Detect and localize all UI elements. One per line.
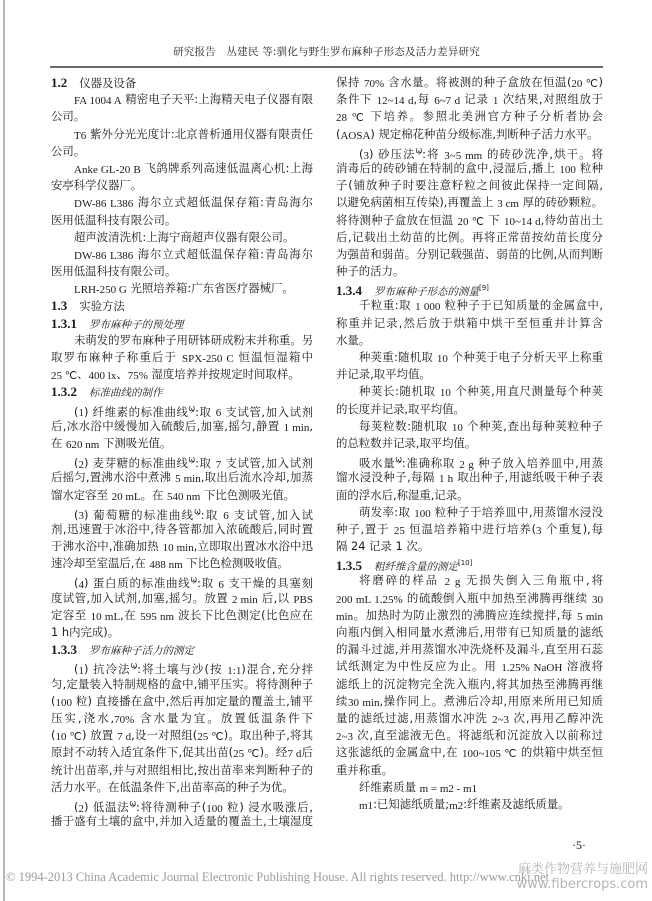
text-line: 未萌发的罗布麻种子用研钵研成粉末并称重。另: [74, 332, 314, 347]
text-line: 原封不动转入适宜条件下,促其出苗(25 ℃)。经7 d后: [51, 745, 313, 761]
text-line: 统计出苗率,并与对照组相比,按出苗率来判断种子的: [51, 762, 313, 777]
text-line: 公司。: [51, 143, 86, 158]
text-line: 后,冰水浴中缓慢加入硫酸后,加塞,摇匀,静置 1 min,: [51, 418, 313, 434]
text-line: 公司。: [51, 109, 86, 124]
text-line: 消毒后的砖砂铺在特制的盒中,浸湿后,播上 100 粒种: [336, 160, 603, 176]
text-line: 医用低温科技有限公司。: [51, 264, 177, 279]
text-line: 的长度并记录,取平均值。: [336, 401, 465, 416]
text-line: 超声波清洗机:上海宁商超声仪器有限公司。: [74, 229, 295, 244]
section-heading: [51, 315, 313, 332]
text-line: 隔 24 记录 1 次。: [336, 539, 430, 554]
text-line: 馏水定容至 20 mL。在 540 nm 下比色测吸光值。: [51, 487, 296, 503]
text-line: 滤纸上的沉淀物完全洗入瓶内,将其加热至沸腾再继: [336, 676, 603, 691]
section-number: 1.3.3: [51, 642, 77, 658]
section-number: 1.3.1: [51, 315, 77, 331]
section-title: 标准曲线的制作: [89, 387, 163, 400]
text-line: 种荚长:随机取 10 个种荚,用直尺测量每个种荚: [359, 384, 603, 400]
section-title: 仪器及设备: [79, 76, 137, 90]
text-line: 200 mL 1.25% 的硫酸倒入瓶中加热至沸腾再继续 30: [336, 590, 603, 606]
section-title: 实验方法: [79, 299, 125, 314]
text-line: 种荚重:随机取 10 个种荚于电子分析天平上称重: [359, 350, 604, 365]
text-line: 以避免病菌相互传染),再覆盖上 3 cm 厚的砖砂颗粒。: [336, 195, 604, 211]
text-line: 将磨碎的样品 2 g 无损失倒入三角瓶中,将: [359, 573, 604, 589]
text-line: 安亭科学仪器厂。: [51, 178, 143, 193]
watermark: [510, 862, 648, 892]
text-line: (2) 低温法$^Ϣ$:将待测种子(100 粒) 浸水吸涨后,: [74, 799, 313, 815]
text-line: 并记录,取平均值。: [336, 367, 431, 382]
section-heading: [336, 555, 603, 572]
text-line: (2) 麦芽糖的标准曲线$^Ϣ$:取 7 支试管,加入试剂: [74, 455, 313, 471]
text-line: min。加热时为防止激烈的沸腾应连续搅拌,每 5 min: [336, 607, 603, 623]
text-line: 试纸测定为中性反应为止。用 1.25% NaOH 溶液将: [336, 659, 603, 675]
text-line: 在 620 nm 下测吸光值。: [51, 435, 172, 451]
text-line: 种子的活力。: [336, 264, 405, 279]
section-heading: [51, 297, 313, 314]
page-edge: [3, 0, 5, 901]
text-line: Anke GL-20 B 飞鸽牌系列高速低温离心机:上海: [74, 160, 313, 176]
text-line: 水量。: [336, 332, 371, 347]
text-line: 条件下 12~14 d,每 6~7 d 记录 1 次结果,对照组放于: [336, 92, 604, 108]
text-line: 剂,迅速置于冰浴中,待各管都加入浓硫酸后,同时置: [51, 521, 313, 536]
text-line: LRH-250 G 光照培养箱:广东省医疗器械厂。: [74, 281, 294, 297]
text-line: 度试管,加入试剂,加塞,摇匀。放置 2 min 后,以 PBS: [51, 590, 313, 606]
text-line: 萌发率:取 100 粒种子于培养皿中,用蒸馏水浸没: [359, 504, 603, 520]
text-line: (3) 砂压法$^Ϣ$:将 3~5 mm 的砖砂洗净,烘干。将: [359, 146, 603, 162]
copyright-footer: © 1994-2013 China Academic Journal Electronic Publishing House. All rights reserved. http://www.cnki.net: [6, 870, 549, 884]
text-line: m1:已知滤纸质量;m2:纤维素及滤纸质量。: [359, 796, 570, 812]
section-heading: [336, 280, 603, 297]
text-line: (4) 蛋白质的标准曲线$^Ϣ$:取 6 支干燥的具塞刻: [74, 576, 313, 592]
text-line: 的漏斗过滤,并用蒸馏水冲洗烧杯及漏斗,直至用石蕊: [336, 642, 603, 657]
section-heading: [51, 74, 313, 91]
text-line: 续30 min,操作同上。煮沸后冷却,用原来所用已知质: [336, 693, 603, 709]
right-column: [336, 74, 603, 813]
text-line: DW-86 L386 海尔立式超低温保存箱:青岛海尔: [74, 195, 313, 211]
text-line: 面的浮水后,称湿重,记录。: [336, 487, 469, 502]
watermark-line2: www.fibercrops.com: [516, 877, 648, 892]
header-rule: [50, 66, 603, 68]
text-line: 纤维素质量 m = m2 - m1: [359, 779, 478, 795]
text-line: FA 1004 A 精密电子天平:上海精天电子仪器有限: [74, 92, 313, 108]
text-line: T6 紫外分光光度计:北京普析通用仪器有限责任: [74, 126, 313, 142]
section-heading: [51, 383, 313, 400]
text-line: 2~3 次,直至滤液无色。将滤纸和沉淀放入以前称过: [336, 728, 603, 744]
section-number: 1.2: [51, 75, 68, 90]
text-line: 馏水浸没种子,每隔 1 h 取出种子,用滤纸吸干种子表: [336, 470, 604, 486]
text-line: (AOSA) 规定棉花种苗分级标准,判断种子活力水平。: [336, 126, 599, 142]
citation-ref: [10]: [458, 559, 473, 568]
text-line: 的总粒数并记录,取平均值。: [336, 435, 477, 450]
text-line: 播于盛有土壤的盒中,并加入适量的覆盖土,土壤湿度: [51, 814, 313, 829]
text-line: 定容至 10 mL,在 595 nm 波长下比色测定(比色应在: [51, 607, 313, 623]
text-line: 取罗布麻种子称重后于 SPX-250 C 恒温恒湿箱中: [51, 350, 313, 365]
text-line: 压实,浇水,70% 含水量为宜。放置低温条件下: [51, 710, 313, 726]
text-line: (1) 抗冷法$^Ϣ$:将土壤与沙(按 1:1)混合,充分拌: [74, 662, 313, 678]
text-line: 每荚粒数:随机取 10 个种荚,查出每种荚粒种子: [359, 418, 603, 434]
text-line: 称重并记录,然后放于烘箱中烘干至恒重并计算含: [336, 315, 603, 330]
section-title: 罗布麻种子的预处理: [89, 318, 184, 331]
text-line: 医用低温科技有限公司。: [51, 212, 177, 227]
text-line: (1) 纤维素的标准曲线$^Ϣ$:取 6 支试管,加入试剂: [74, 404, 313, 420]
running-header: 研究报告 丛建民 等:驯化与野生罗布麻种子形态及活力差异研究: [173, 46, 480, 58]
text-line: 后,记载出土幼苗的比例。再将正常苗按幼苗长度分: [336, 229, 603, 244]
text-line: 保持 70% 含水量。将被测的种子盒放在恒温(20 ℃): [336, 75, 603, 90]
text-line: 活力水平。在低温条件下,出苗率高的种子为优。: [51, 779, 294, 794]
section-heading: [51, 641, 313, 658]
text-line: 将待测种子盒放在恒温 20 ℃ 下 10~14 d,待幼苗出土: [336, 212, 603, 228]
text-line: 这张滤纸的金属盒中,在 100~105 ℃ 的烘箱中烘至恒: [336, 745, 603, 761]
text-line: 28 ℃ 下培养。参照北美洲官方种子分析者协会: [336, 109, 603, 125]
watermark-line1: 麻类作物营养与施肥网: [517, 862, 648, 877]
text-line: (100 粒) 直接播在盒中,然后再加定量的覆盖土,铺平: [51, 693, 313, 709]
text-line: 后摇匀,置沸水浴中煮沸 5 min,取出后流水冷却,加蒸: [51, 470, 313, 486]
text-line: 子(铺放种子时要注意籽粒之间彼此保持一定间隔,: [336, 178, 603, 193]
text-line: DW-86 L386 海尔立式超低温保存箱:青岛海尔: [74, 246, 313, 262]
section-title: 罗布麻种子活力的测定: [89, 645, 194, 658]
text-line: 25 ℃、400 lx、75% 湿度培养并按规定时间取样。: [51, 367, 300, 383]
text-line: 重并称重。: [336, 762, 393, 777]
text-line: 速冷却至室温后,在 488 nm 下比色检测吸收值。: [51, 556, 289, 572]
text-line: 种子,置于 25 恒温培养箱中进行培养(3 个重复),每: [336, 521, 603, 537]
page-number: ·5·: [572, 838, 586, 852]
text-line: 于沸水浴中,准确加热 10 min,立即取出置冰水浴中迅: [51, 539, 313, 555]
text-line: 量的滤纸过滤,用蒸馏水冲洗 2~3 次,再用乙醇冲洗: [336, 710, 603, 726]
section-number: 1.3.2: [51, 384, 77, 400]
text-line: 匀,定量装入特制规格的盒中,铺平压实。将待测种子: [51, 676, 313, 691]
section-title: 罗布麻种子形态的测量: [374, 286, 479, 299]
text-line: 吸水量$^Ϣ$:准确称取 2 g 种子放入培养皿中,用蒸: [359, 455, 603, 471]
section-number: 1.3.5: [336, 558, 362, 574]
text-line: 为强苗和弱苗。分别记载强苗、弱苗的比例,从而判断: [336, 246, 603, 261]
left-column: [51, 74, 313, 830]
text-line: (10 ℃) 放置 7 d,设一对照组(25 ℃)。取出种子,将其: [51, 728, 314, 744]
text-line: 向瓶内倒入相同量水煮沸后,用带有已知质量的滤纸: [336, 625, 603, 639]
text-line: (3) 葡萄糖的标准曲线$^Ϣ$:取 6 支试管,加入试: [74, 507, 313, 523]
text-line: 1 h内完成)。: [51, 625, 120, 639]
text-line: 千粒重:取 1 000 粒种子于已知质量的金属盒中,: [359, 298, 604, 314]
section-title: 粗纤维含量的测定: [374, 561, 458, 574]
section-number: 1.3: [51, 298, 68, 314]
section-number: 1.3.4: [336, 283, 362, 299]
citation-ref: [9]: [479, 284, 489, 293]
